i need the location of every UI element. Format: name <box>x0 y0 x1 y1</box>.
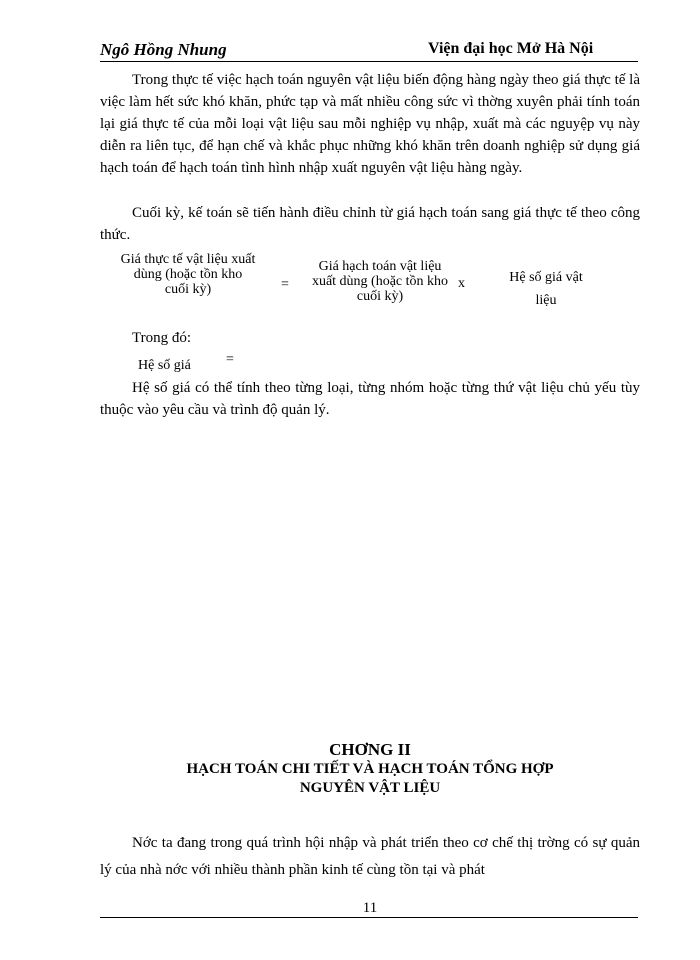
chapter-paragraph <box>100 830 640 884</box>
header-institution: Viện đại học Mở Hà Nội <box>428 40 594 57</box>
paragraph-1 <box>100 69 640 179</box>
paragraph-1-text: Trong thực tế việc hạch toán nguyên vật liệu biến động hàng ngày theo giá thực tế là việc làm hết sức khó khăn, phức tạp và mất nhiều công sức vì thờng xuyên phải tính toán lại giá thực tế của mỗi loại vật liệu sau mỗi nghiệp vụ nhập, xuất mà các nguyệp vụ này diễn ra liên tục, để hạn chế và khắc phục những khó khăn trên doanh nghiệp sử dụng giá hạch toán để hạch toán tình hình nhập xuất nguyên vật liệu hàng ngày. <box>100 72 640 176</box>
header-author: Ngô Hồng Nhung <box>100 40 227 59</box>
formula-times: x <box>458 276 465 291</box>
formula-rhs-term: Giá hạch toán vật liệu xuất dùng (hoặc tồn kho cuối kỳ) <box>311 259 449 304</box>
paragraph-2 <box>100 202 640 246</box>
chapter-title-line2: NGUYÊN VẬT LIỆU <box>299 780 441 796</box>
formula-rhs-factor-line1: Hệ số giá vật <box>509 270 583 285</box>
page-number: 11 <box>362 900 378 916</box>
where-label: Trong đó: <box>132 330 192 346</box>
formula-rhs-factor-line2: liệu <box>535 293 557 308</box>
chapter-number: CHƠNG II <box>329 740 411 759</box>
header-rule <box>100 61 638 62</box>
chapter-title-line1: HẠCH TOÁN CHI TIẾT VÀ HẠCH TOÁN TỔNG HỢP <box>186 761 554 777</box>
formula-lhs: Giá thực tế vật liệu xuất dùng (hoặc tồn kho cuối kỳ) <box>120 252 256 297</box>
formula-equals: = <box>281 277 289 292</box>
paragraph-3 <box>100 377 640 421</box>
footer-rule <box>100 917 638 918</box>
coef-label: Hệ số giá <box>138 358 191 373</box>
chapter-paragraph-text: Nớc ta đang trong quá trình hội nhập và phát triển theo cơ chế thị trờng có sự quản lý của nhà nớc với nhiều thành phần kinh tế cùng tồn tại và phát <box>100 835 640 878</box>
coef-equals: = <box>226 352 234 367</box>
paragraph-2-text: Cuối kỳ, kế toán sẽ tiến hành điều chỉnh từ giá hạch toán sang giá thực tế theo công thức. <box>100 205 640 243</box>
paragraph-3-text: Hệ số giá có thể tính theo từng loại, từng nhóm hoặc từng thứ vật liệu chủ yếu tùy thuộc vào yêu cầu và trình độ quản lý. <box>100 380 640 418</box>
